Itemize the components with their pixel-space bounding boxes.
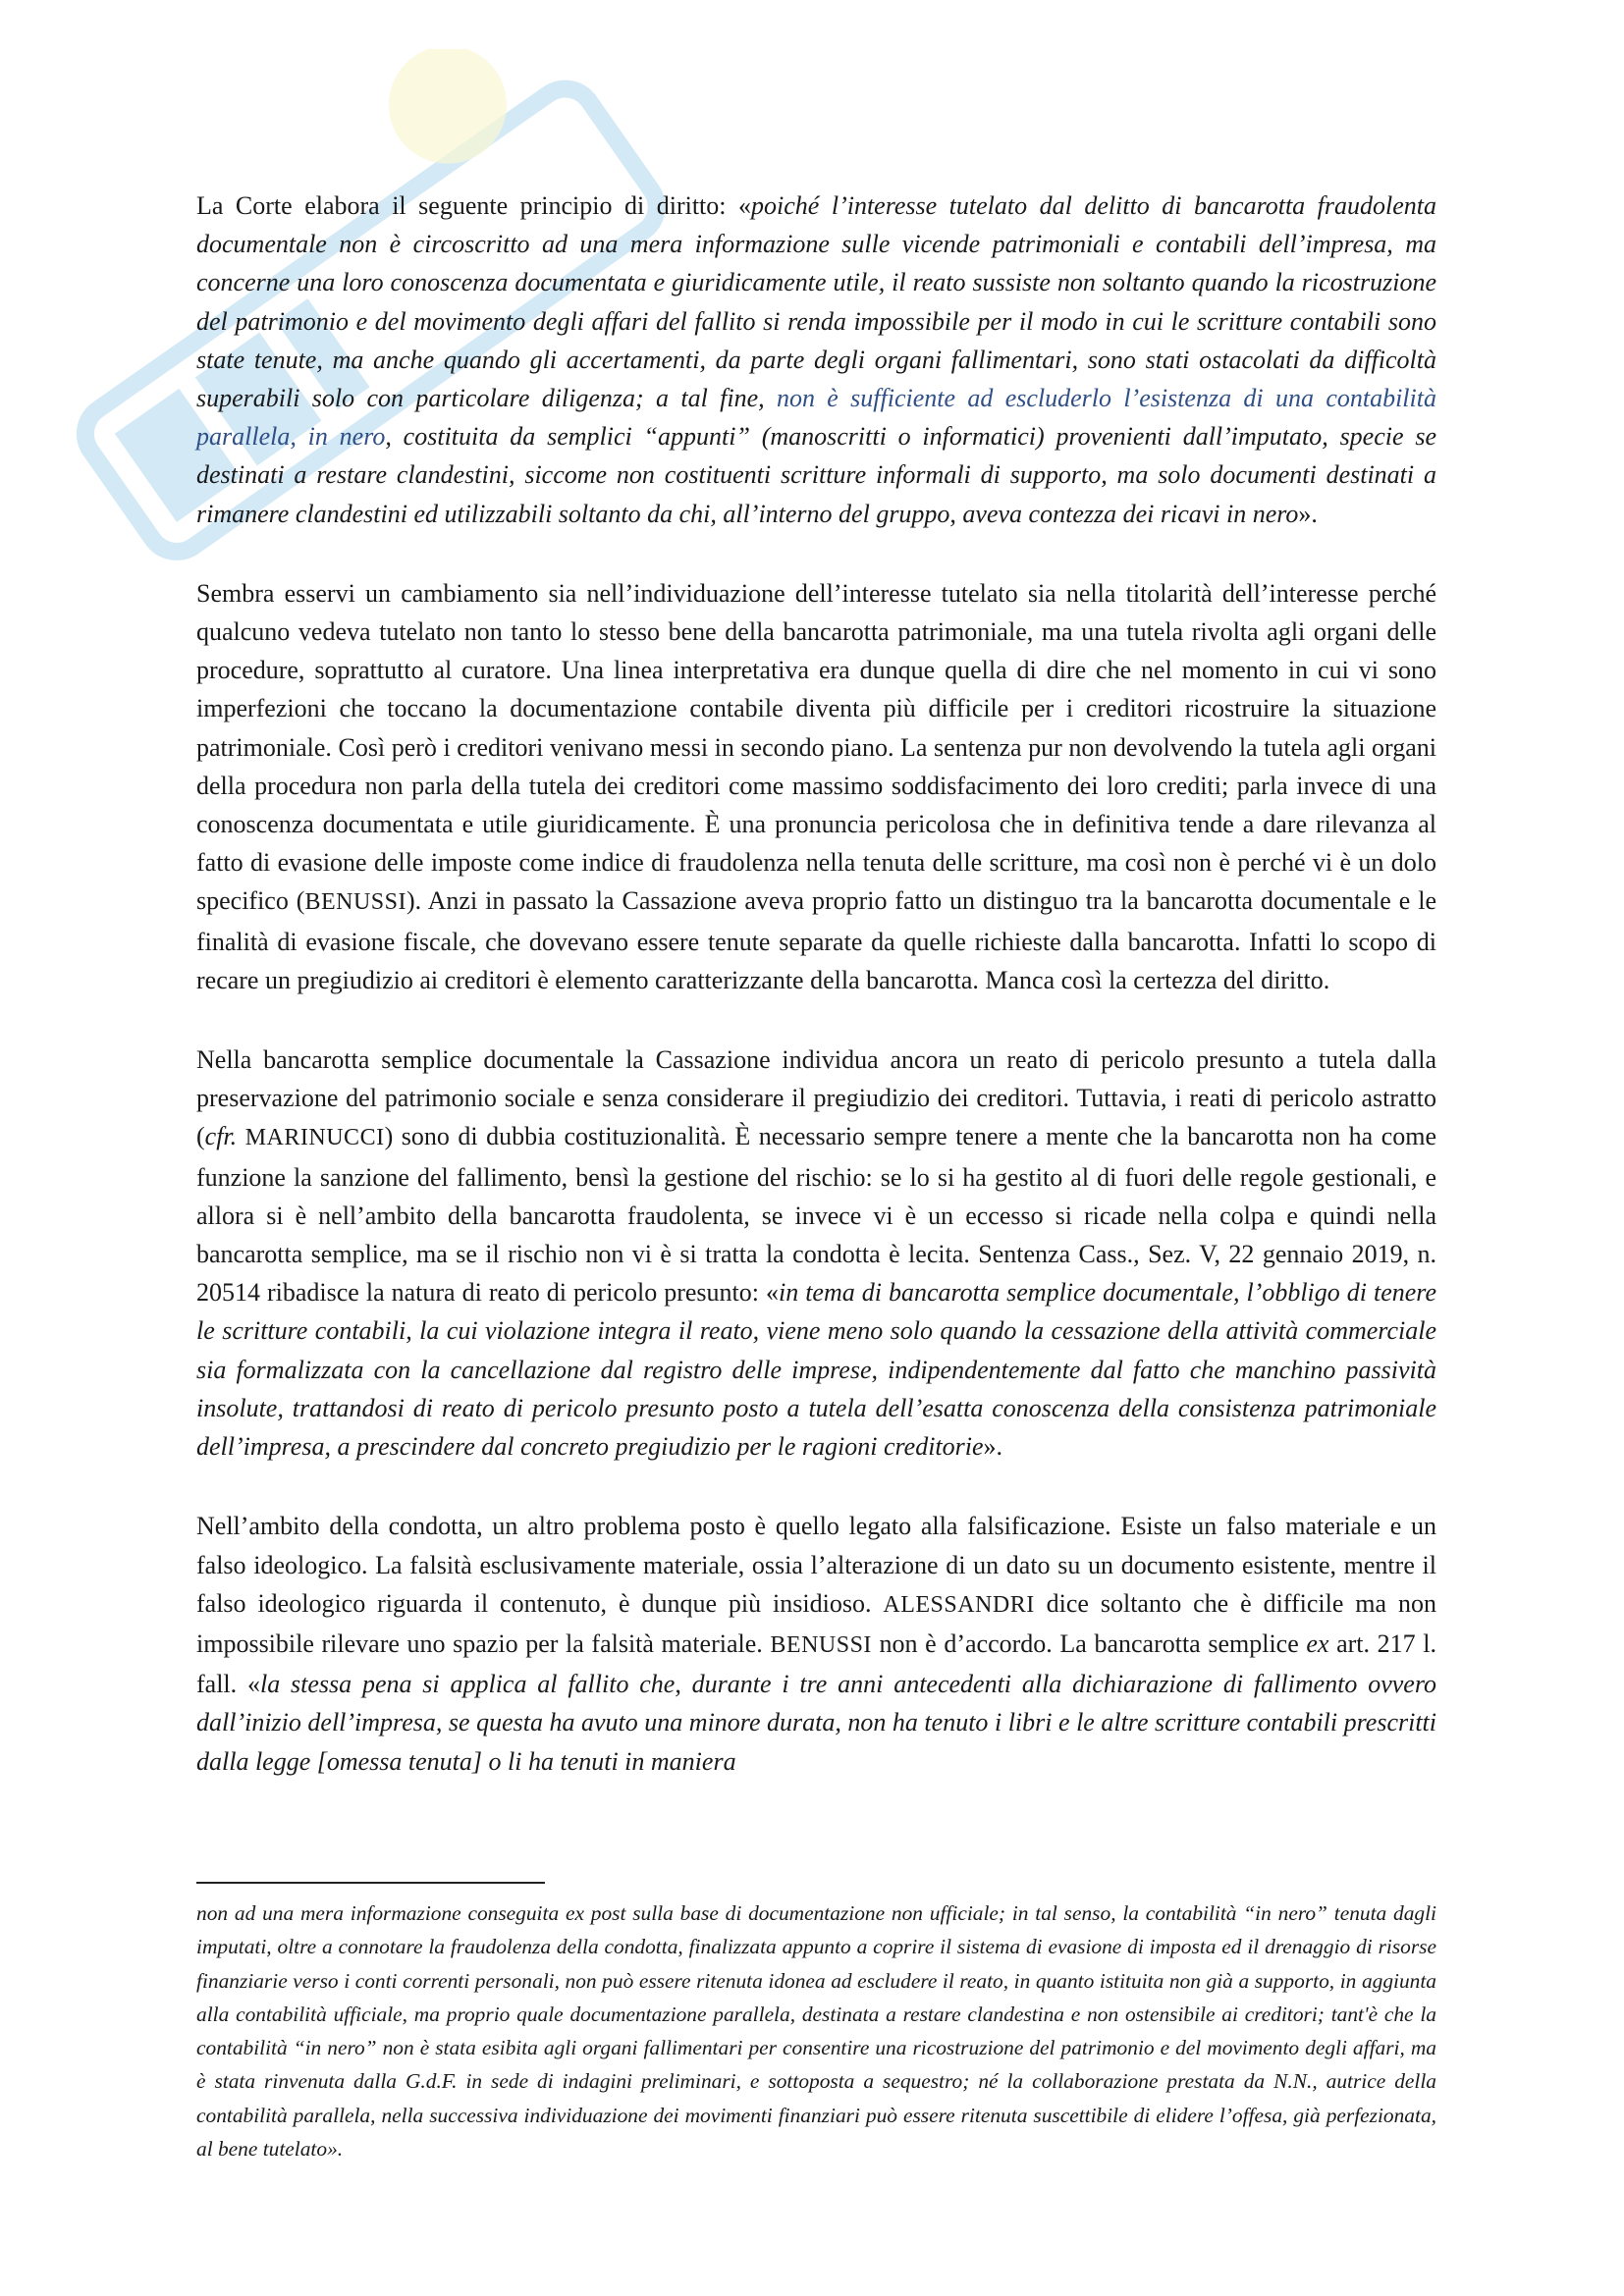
paragraph-bancarotta-semplice (196, 1041, 1436, 1466)
text-segment (237, 1122, 245, 1150)
paragraph-falsificazione (196, 1507, 1436, 1780)
text-segment: Sembra esservi un cambiamento sia nell’individuazione dell’interesse tutelato sia nella titolarità dell’interesse perché qualcuno vedeva tutelato non tanto lo stesso bene della bancarotta patrimoniale, ma una tutela rivolta agli organi delle procedure, soprattutto al curatore. Una linea interpretativa era dunque quella di dire che nel momento in cui vi sono imperfezioni che toccano la documentazione contabile diventa più difficile per i creditori ricostruire la situazione patrimoniale. Così però i creditori venivano messi in secondo piano. La sentenza pur non devolvendo la tutela agli organi della procedura non parla della tutela dei creditori come massimo soddisfacimento dei loro crediti; parla invece di una conoscenza documentata e utile giuridicamente. È una pronuncia pericolosa che in definitiva tende a dare rilevanza al fatto di evasione delle imposte come indice di fraudolenza nella tenuta delle scritture, ma così non è perché vi è un dolo specifico ( (196, 578, 1436, 916)
text-segment: dice soltanto che è difficile ma non impossibile rilevare uno spazio per la falsità materiale. (196, 1588, 1436, 1658)
abbreviation: cfr. (204, 1122, 238, 1151)
text-segment: Nella bancarotta semplice documentale la Cassazione individua ancora un reato di pericolo presunto a tutela dalla preservazione del patrimonio sociale e senza considerare il pregiudizio dei creditori. Tuttavia, i reati di pericolo astratto ( (196, 1045, 1436, 1151)
quote-segment: la stessa pena si applica al fallito che, durante i tre anni antecedenti alla dichiarazione di fallimento ovvero dall’inizio dell’impresa, se questa ha avuto una minore durata, non ha tenuto i libri e le altre scritture contabili prescritti dalla legge [omessa tenuta] o li ha tenuti in maniera (196, 1670, 1436, 1776)
text-segment: Nell’ambito della condotta, un altro problema posto è quello legato alla falsificazione. Esiste un falso materiale e un falso ideologico. La falsità esclusivamente materiale, ossia l’alterazione di un dato su un documento esistente, mentre il falso ideologico riguarda il contenuto, è dunque più insidioso. (196, 1512, 1436, 1618)
author-name: BENUSSI (770, 1631, 872, 1658)
highlighted-quote-segment: non è sufficiente ad escluderlo l’esistenza di una contabilità parallela, in nero (196, 384, 1436, 452)
paragraph-principio-di-diritto (196, 187, 1436, 533)
text-segment: ). Anzi in passato la Cassazione aveva proprio fatto un distinguo tra la bancarotta documentale e le finalità di evasione fiscale, che dovevano essere tenute separate da quelle richieste dalla bancarotta. Infatti lo scopo di recare un pregiudizio ai creditori è elemento caratterizzante della bancarotta. Manca così la certezza del diritto. (196, 886, 1436, 994)
document-body (196, 187, 1436, 1781)
text-segment: art. 217 l. fall. « (196, 1629, 1437, 1699)
text-segment: La Corte elabora il seguente principio di diritto: « (196, 191, 752, 220)
footnote-text: non ad una mera informazione conseguita ex post sulla base di documentazione non ufficiale; in tal senso, la contabilità “in nero” tenuta dagli imputati, oltre a connotare la fraudolenza della condotta, finalizzata appunto a coprire il sistema di evasione di imposta ed il drenaggio di risorse finanziarie verso i conti correnti personali, non può essere ritenuta idonea ad escludere il reato, in quanto istituita non già a supporto, in aggiunta alla contabilità ufficiale, ma proprio quale documentazione parallela, destinata a restare clandestina e non ostensibile ai creditori; tant'è che la contabilità “in nero” non è stata esibita agli organi fallimentari per consentire una ricostruzione del patrimonio e del movimento degli affari, ma è stata rinvenuta dalla G.d.F. in sede di indagini preliminari, e sottoposta a sequestro; né la collaborazione prestata da N.N., autrice della contabilità parallela, nella successiva individuazione dei movimenti finanziari può essere ritenuta suscettibile di elidere l’offesa, già perfezionata, al bene tutelato». (196, 1901, 1436, 2162)
paragraph-interesse-tutelato (196, 574, 1436, 999)
quote-segment: in tema di bancarotta semplice documentale, l’obbligo di tenere le scritture contabili, la cui violazione integra il reato, viene meno solo quando la cessazione della attività commerciale sia formalizzata con la cancellazione dal registro delle imprese, indipendentemente dal fatto che manchino passività insolute, trattandosi di reato di pericolo presunto posto a tutela dell’esatta conoscenza della consistenza patrimoniale dell’impresa, a prescindere dal concreto pregiudizio per le ragioni creditorie (196, 1278, 1437, 1462)
author-name: ALESSANDRI (883, 1591, 1035, 1618)
quote-segment: poiché l’interesse tutelato dal delitto di bancarotta fraudolenta documentale non è circoscritto ad una mera informazione sulle vicende patrimoniali e contabili dell’impresa, ma concerne una loro conoscenza documentata e giuridicamente utile, il reato sussiste non soltanto quando la ricostruzione del patrimonio e del movimento degli affari del fallito si renda impossibile per il modo in cui le scritture contabili sono state tenute, ma anche quando gli accertamenti, da parte degli organi fallimentari, sono stati ostacolati da difficoltà superabili solo con particolare diligenza; a tal fine, (196, 191, 1437, 413)
footnote-separator (196, 1882, 545, 1884)
text-segment: ) sono di dubbia costituzionalità. È necessario sempre tenere a mente che la bancarotta non ha come funzione la sanzione del fallimento, bensì la gestione del rischio: se lo si ha gestito al di fuori delle regole gestionali, e allora si è nell’ambito della bancarotta fraudolenta, se invece vi è un eccesso si ricade nella colpa e quindi nella bancarotta semplice, ma se il rischio non vi è si tratta la condotta è lecita. Sentenza Cass., Sez. V, 22 gennaio 2019, n. 20514 ribadisce la natura di reato di pericolo presunto: « (196, 1122, 1437, 1308)
author-name: MARINUCCI (244, 1125, 385, 1151)
text-segment: ». (1298, 499, 1318, 528)
quote-segment: , costituita da semplici “appunti” (manoscritti o informatici) provenienti dall’imputato, specie se destinati a restare clandestini, siccome non costituenti scritture informali di supporto, ma solo documenti destinati a rimanere clandestini ed utilizzabili soltanto da chi, all’interno del gruppo, aveva contezza dei ricavi in nero (196, 422, 1436, 528)
text-segment: non è d’accordo. La bancarotta semplice (871, 1629, 1307, 1658)
text-segment: ». (983, 1432, 1003, 1462)
abbreviation: ex (1306, 1629, 1329, 1658)
author-name: BENUSSI (304, 889, 406, 916)
